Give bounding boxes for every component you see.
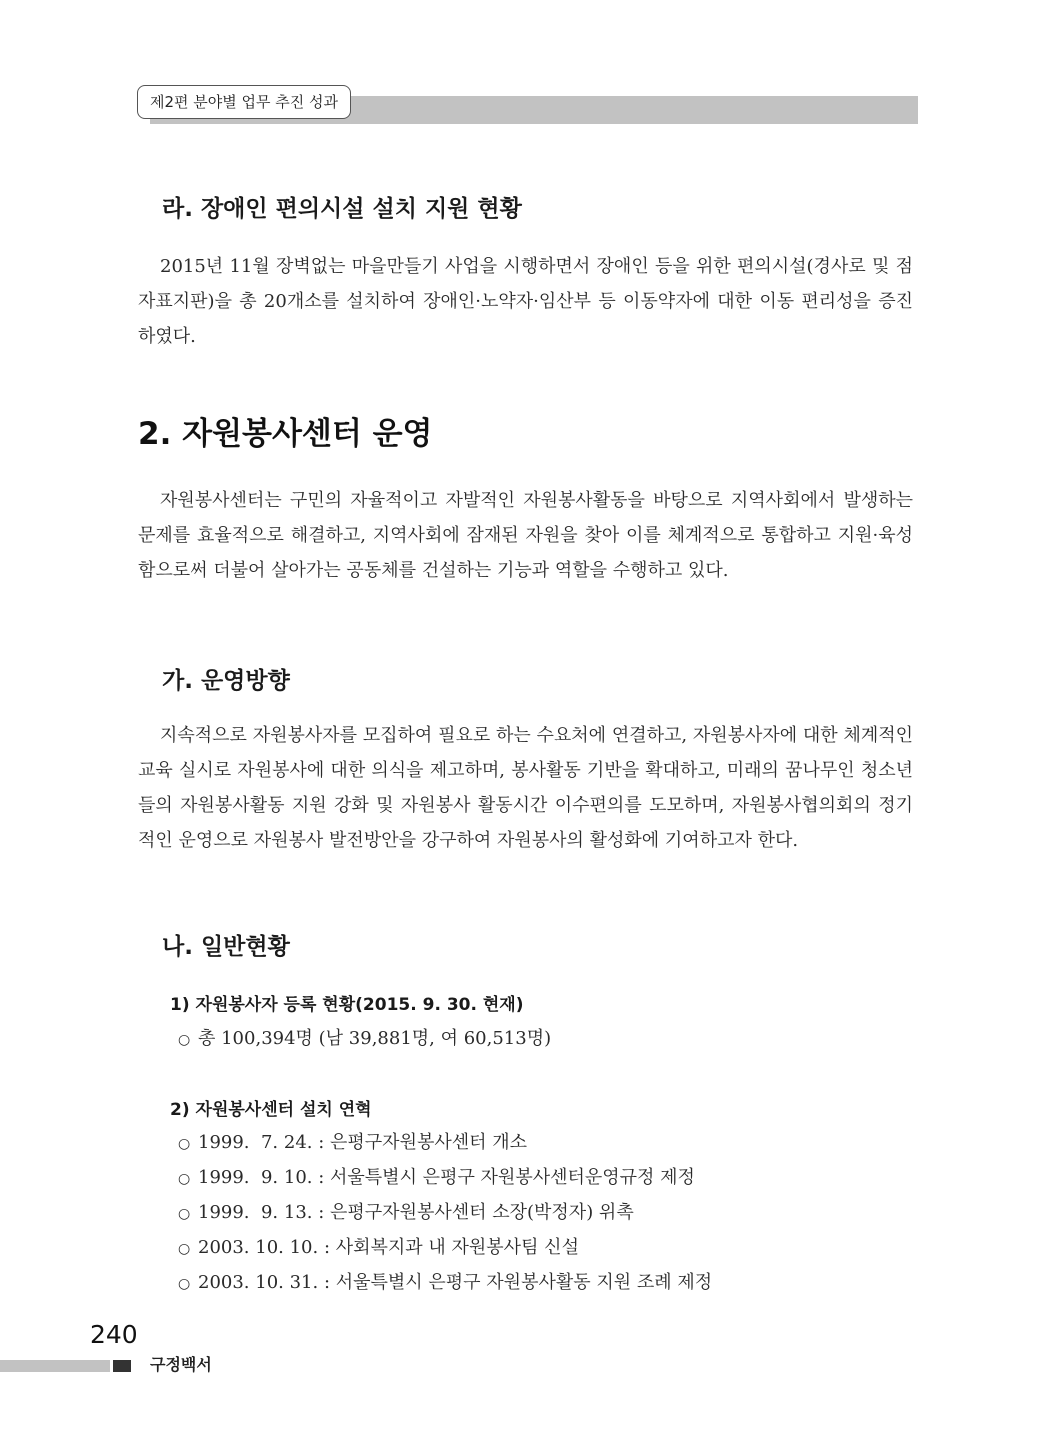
history-date: 2003. 10. 10. :: [198, 1237, 331, 1258]
section-heading-na: 나. 일반현황: [162, 934, 290, 960]
bullet-circle-icon: ○: [178, 1032, 191, 1048]
chapter-tab: 제2편 분야별 업무 추진 성과: [137, 85, 351, 119]
page-number: 240: [90, 1320, 138, 1349]
history-text: 서울특별시 은평구 자원봉사센터운영규정 제정: [330, 1167, 695, 1188]
history-date: 1999. 9. 10. :: [198, 1167, 325, 1188]
paragraph-ra: 2015년 11월 장벽없는 마을만들기 사업을 시행하면서 장애인 등을 위한 편의시설(경사로 및 점자표지판)을 총 20개소를 설치하여 장애인·노약자·임산부 등 이동약자에 대한 이동 편리성을 증진하였다.: [138, 256, 913, 347]
item-heading-2: 2) 자원봉사센터 설치 연혁: [170, 1100, 372, 1120]
bullet-circle-icon: ○: [178, 1276, 191, 1292]
book-title: 구정백서: [150, 1355, 212, 1374]
history-item: [178, 1265, 712, 1300]
section-heading-2: 2. 자원봉사센터 운영: [138, 416, 433, 452]
history-item: [178, 1125, 712, 1160]
item-heading-1: 1) 자원봉사자 등록 현황(2015. 9. 30. 현재): [170, 995, 524, 1015]
bullet-circle-icon: ○: [178, 1171, 191, 1187]
section-heading-ga: 가. 운영방향: [162, 668, 290, 694]
registration-bullet: [178, 1024, 551, 1050]
history-text: 은평구자원봉사센터 개소: [330, 1132, 528, 1153]
history-date: 1999. 7. 24. :: [198, 1132, 325, 1153]
section-heading-ra: 라. 장애인 편의시설 설치 지원 현황: [162, 196, 522, 222]
footer-bar: [0, 1360, 110, 1372]
history-item: [178, 1195, 712, 1230]
history-text: 사회복지과 내 자원봉사팀 신설: [335, 1237, 579, 1258]
history-text: 은평구자원봉사센터 소장(박정자) 위촉: [330, 1202, 634, 1223]
history-item: [178, 1230, 712, 1265]
paragraph-2: 자원봉사센터는 구민의 자율적이고 자발적인 자원봉사활동을 바탕으로 지역사회에서 발생하는 문제를 효율적으로 해결하고, 지역사회에 잠재된 자원을 찾아 이를 체계적으로 통합하고 지원·육성함으로써 더불어 살아가는 공동체를 건설하는 기능과 역할을 수행하고 있다.: [138, 490, 913, 581]
history-date: 1999. 9. 13. :: [198, 1202, 325, 1223]
history-list: [178, 1125, 712, 1300]
bullet-circle-icon: ○: [178, 1241, 191, 1257]
paragraph-ga: 지속적으로 자원봉사자를 모집하여 필요로 하는 수요처에 연결하고, 자원봉사자에 대한 체계적인 교육 실시로 자원봉사에 대한 의식을 제고하며, 봉사활동 기반을 확대하고, 미래의 꿈나무인 청소년들의 자원봉사활동 지원 강화 및 자원봉사 활동시간 이수편의를 도모하며, 자원봉사협의회의 정기적인 운영으로 자원봉사 발전방안을 강구하여 자원봉사의 활성화에 기여하고자 한다.: [138, 725, 913, 851]
history-item: [178, 1160, 712, 1195]
registration-total: 총 100,394명 (남 39,881명, 여 60,513명): [198, 1028, 552, 1049]
bullet-circle-icon: ○: [178, 1136, 191, 1152]
history-text: 서울특별시 은평구 자원봉사활동 지원 조례 제정: [335, 1272, 713, 1293]
bullet-circle-icon: ○: [178, 1206, 191, 1222]
history-date: 2003. 10. 31. :: [198, 1272, 331, 1293]
footer-square-icon: [113, 1360, 131, 1372]
